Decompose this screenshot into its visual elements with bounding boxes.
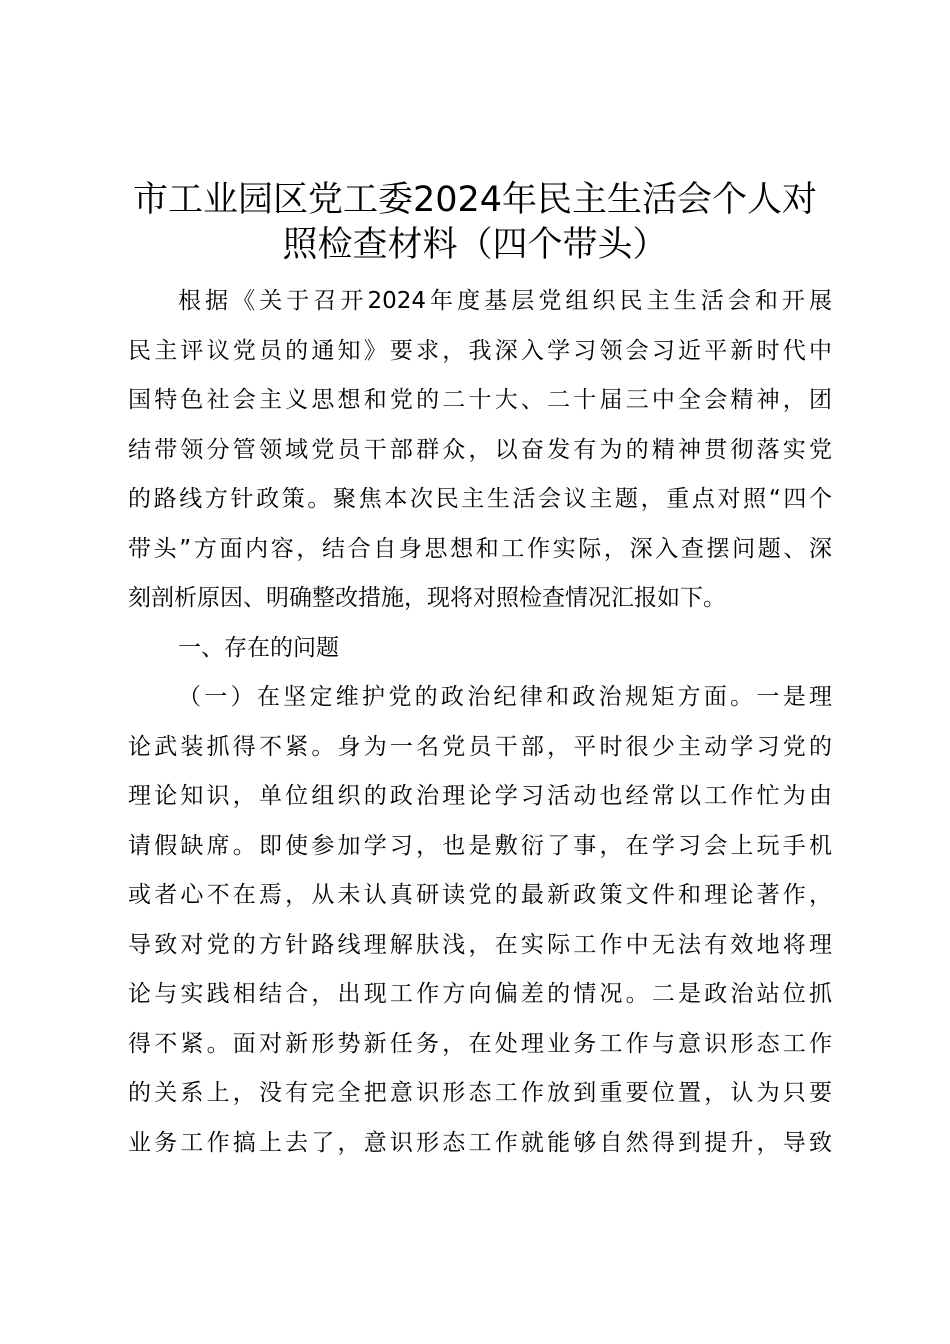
text-line: 民主评议党员的通知》要求，我深入学习领会习近平新时代中	[128, 337, 832, 364]
text-line: 或者心不在焉，从未认真研读党的最新政策文件和理论著作，	[128, 882, 832, 908]
text-line: 请假缺席。即使参加学习，也是敷衍了事，在学习会上玩手机	[128, 832, 832, 859]
text-line: 导致对党的方针路线理解肤浅，在实际工作中无法有效地将理	[128, 931, 832, 958]
text-line: 得不紧。面对新形势新任务，在处理业务工作与意识形态工作	[128, 1030, 832, 1057]
paragraph-issue-1	[128, 673, 832, 1168]
text-line: 的路线方针政策。聚焦本次民主生活会议主题，重点对照“四个	[128, 486, 832, 512]
text-line: 国特色社会主义思想和党的二十大、二十届三中全会精神，团	[128, 387, 832, 413]
text-line: 理论知识，单位组织的政治理论学习活动也经常以工作忙为由	[128, 783, 832, 809]
paragraph-intro	[128, 277, 832, 624]
section-heading	[128, 624, 832, 674]
text-line: 论武装抓得不紧。身为一名党员干部，平时很少主动学习党的	[128, 733, 832, 760]
heading-line: 一、存在的问题	[178, 634, 339, 661]
text-line: 业务工作搞上去了，意识形态工作就能够自然得到提升，导致	[128, 1129, 832, 1156]
title-line: 照检查材料（四个带头）	[282, 225, 668, 265]
text-line: 的关系上，没有完全把意识形态工作放到重要位置，认为只要	[128, 1080, 832, 1106]
text-line: 刻剖析原因、明确整改措施，现将对照检查情况汇报如下。	[128, 585, 726, 611]
text-line: 论与实践相结合，出现工作方向偏差的情况。二是政治站位抓	[128, 981, 832, 1007]
text-line: （一）在坚定维护党的政治纪律和政治规矩方面。一是理	[178, 684, 832, 710]
text-line: 结带领分管领域党员干部群众，以奋发有为的精神贯彻落实党	[128, 436, 832, 463]
document-title	[118, 178, 832, 268]
title-line: 市工业园区党工委2024年民主生活会个人对	[132, 180, 818, 220]
text-line: 根据《关于召开2024年度基层党组织民主生活会和开展	[178, 288, 832, 314]
document-body	[128, 277, 832, 1168]
text-line: 带头”方面内容，结合自身思想和工作实际，深入查摆问题、深	[128, 535, 832, 562]
